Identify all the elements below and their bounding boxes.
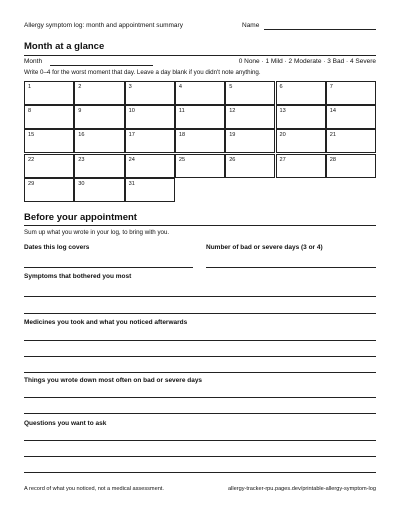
day-number: 21 <box>329 132 337 139</box>
calendar-day-cell[interactable] <box>175 154 225 178</box>
day-number: 29 <box>28 180 35 187</box>
calendar-day-cell[interactable] <box>225 105 275 129</box>
day-number: 22 <box>28 156 35 163</box>
calendar-day-cell[interactable] <box>125 154 175 178</box>
notes-line[interactable] <box>24 397 376 398</box>
name-field-line <box>264 29 376 30</box>
calendar-day-cell[interactable] <box>24 178 74 202</box>
calendar-day-cell[interactable] <box>24 105 74 129</box>
calendar-day-cell[interactable] <box>225 154 275 178</box>
medicines-line[interactable] <box>24 340 376 341</box>
symptoms-label: Symptoms that bothered you most <box>24 273 132 280</box>
calendar-instruction: Write 0–4 for the worst moment that day. Leave a day blank if you didn't note anything. <box>24 69 261 76</box>
day-number: 5 <box>229 84 233 90</box>
calendar-day-cell[interactable] <box>175 129 225 153</box>
day-number: 1 <box>28 84 32 90</box>
day-number: 16 <box>78 132 85 139</box>
questions-line[interactable] <box>24 456 376 457</box>
day-number: 9 <box>78 108 82 115</box>
day-number: 11 <box>178 108 185 115</box>
day-number: 8 <box>28 108 32 115</box>
day-number: 19 <box>229 132 236 139</box>
questions-label: Questions you want to ask <box>24 420 107 427</box>
page-header <box>24 20 376 34</box>
calendar-day-cell[interactable] <box>125 105 175 129</box>
calendar-day-cell[interactable] <box>24 129 74 153</box>
questions-line[interactable] <box>24 472 376 473</box>
month-heading: Month at a glance <box>24 41 105 52</box>
month-field-line <box>50 65 153 66</box>
calendar-day-cell[interactable] <box>24 81 74 105</box>
calendar-day-cell[interactable] <box>276 81 326 105</box>
medicines-label: Medicines you took and what you noticed afterwards <box>24 319 188 326</box>
calendar-day-cell[interactable] <box>326 81 376 105</box>
symptoms-line[interactable] <box>24 296 376 297</box>
notes-line[interactable] <box>24 413 376 414</box>
day-number: 25 <box>178 156 186 163</box>
dates-label: Dates this log covers <box>24 244 90 251</box>
calendar-day-cell[interactable] <box>225 129 275 153</box>
calendar-day-cell[interactable] <box>74 129 124 153</box>
questions-line[interactable] <box>24 440 376 441</box>
day-number: 14 <box>329 108 337 115</box>
calendar-day-cell[interactable] <box>326 129 376 153</box>
month-heading-rule <box>24 55 376 56</box>
calendar-day-cell[interactable] <box>74 178 124 202</box>
day-number: 4 <box>178 84 183 90</box>
calendar-day-cell[interactable] <box>74 154 124 178</box>
calendar-day-cell[interactable] <box>326 154 376 178</box>
calendar-day-cell[interactable] <box>276 105 326 129</box>
dates-line[interactable] <box>24 267 193 268</box>
notes-label: Things you wrote down most often on bad or severe days <box>24 377 203 384</box>
day-number: 24 <box>128 156 135 163</box>
medicines-line[interactable] <box>24 356 376 357</box>
day-number: 18 <box>178 132 186 139</box>
name-label: Name <box>242 22 260 29</box>
calendar-day-cell[interactable] <box>24 154 74 178</box>
source-url[interactable]: allergy-tracker-rpu.pages.dev/printable-allergy-symptom-log <box>228 486 376 492</box>
calendar-day-cell[interactable] <box>175 81 225 105</box>
day-number: 6 <box>279 84 283 90</box>
calendar-day-cell[interactable] <box>125 178 175 202</box>
month-label: Month <box>24 58 43 65</box>
day-number: 7 <box>329 84 333 90</box>
symptoms-line[interactable] <box>24 313 376 314</box>
severity-scale: 0 None · 1 Mild · 2 Moderate · 3 Bad · 4 Severe <box>238 58 376 65</box>
appointment-subtitle: Sum up what you wrote in your log, to bring with you. <box>24 229 170 236</box>
day-number: 10 <box>128 108 135 115</box>
day-number: 23 <box>78 156 85 163</box>
day-number: 2 <box>78 84 82 90</box>
log-page <box>24 0 376 518</box>
day-number: 20 <box>279 132 286 139</box>
calendar-day-cell[interactable] <box>276 129 326 153</box>
day-number: 13 <box>279 108 286 115</box>
calendar-day-cell[interactable] <box>175 105 225 129</box>
calendar-day-cell[interactable] <box>125 81 175 105</box>
day-number: 31 <box>128 180 135 187</box>
day-number: 27 <box>279 156 286 163</box>
bad-days-label: Number of bad or severe days (3 or 4) <box>206 244 323 251</box>
appointment-heading: Before your appointment <box>24 212 137 223</box>
disclaimer: A record of what you noticed, not a medical assessment. <box>24 486 164 492</box>
day-number: 3 <box>128 84 132 90</box>
day-number: 12 <box>229 108 236 115</box>
calendar-day-cell[interactable] <box>326 105 376 129</box>
appointment-heading-rule <box>24 225 376 226</box>
day-number: 26 <box>229 156 236 163</box>
calendar-day-cell[interactable] <box>74 105 124 129</box>
day-number: 17 <box>128 132 135 139</box>
day-number: 28 <box>329 156 337 163</box>
calendar-day-cell[interactable] <box>74 81 124 105</box>
day-number: 30 <box>78 180 85 187</box>
day-number: 15 <box>28 132 35 139</box>
calendar-day-cell[interactable] <box>125 129 175 153</box>
medicines-line[interactable] <box>24 372 376 373</box>
calendar-day-cell[interactable] <box>276 154 326 178</box>
calendar-day-cell[interactable] <box>225 81 275 105</box>
bad-days-line[interactable] <box>206 267 376 268</box>
document-title: Allergy symptom log: month and appointment summary <box>24 22 183 29</box>
